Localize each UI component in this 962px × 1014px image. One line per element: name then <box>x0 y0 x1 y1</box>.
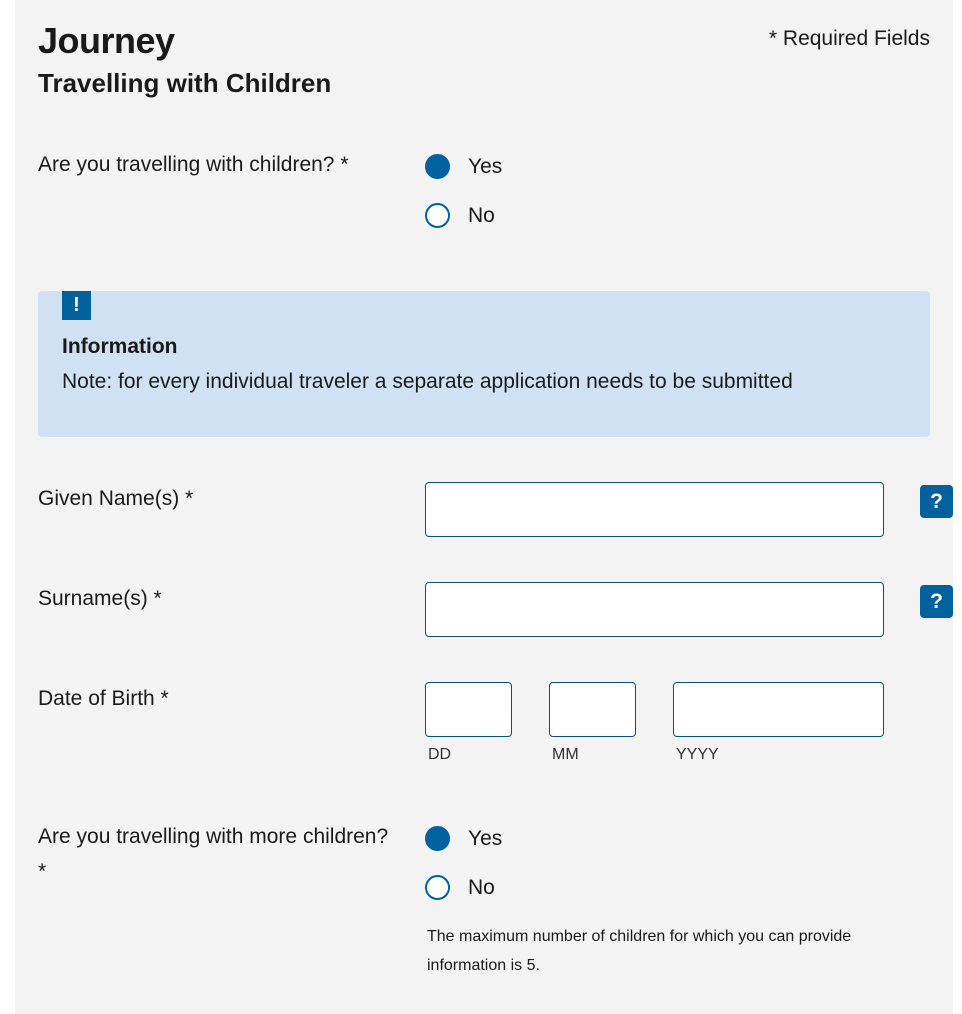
children-question-label: Are you travelling with children? * <box>38 153 349 176</box>
given-name-help-button[interactable]: ? <box>920 485 953 518</box>
date-of-birth-label: Date of Birth * <box>38 687 169 710</box>
dob-month-input[interactable] <box>549 682 636 737</box>
dob-year-hint: YYYY <box>676 746 719 763</box>
surname-input[interactable] <box>425 582 884 637</box>
dob-day-hint: DD <box>428 746 452 763</box>
children-no-radio[interactable] <box>425 203 450 228</box>
children-no-label[interactable]: No <box>468 203 495 227</box>
dob-month-hint: MM <box>552 746 579 763</box>
page-subtitle: Travelling with Children <box>38 68 332 98</box>
children-yes-radio[interactable] <box>425 154 450 179</box>
given-name-label: Given Name(s) * <box>38 487 194 510</box>
information-text: Note: for every individual traveler a separate application needs to be submitted <box>62 370 793 393</box>
exclamation-icon: ! <box>62 291 91 320</box>
given-name-input[interactable] <box>425 482 884 537</box>
information-heading: Information <box>62 335 178 358</box>
max-children-note: The maximum number of children for which you can provide information is 5. <box>427 928 852 974</box>
children-yes-label[interactable]: Yes <box>468 154 503 178</box>
more-children-yes-radio[interactable] <box>425 826 450 851</box>
more-children-question-label: Are you travelling with more children? <box>38 825 389 848</box>
more-children-no-option[interactable] <box>425 875 495 900</box>
more-children-no-label[interactable]: No <box>468 875 495 899</box>
required-fields-note: * Required Fields <box>768 27 930 50</box>
information-box <box>38 291 930 437</box>
surname-help-button[interactable]: ? <box>920 585 953 618</box>
more-children-required-mark: * <box>38 860 47 883</box>
more-children-no-radio[interactable] <box>425 875 450 900</box>
dob-year-input[interactable] <box>673 682 884 737</box>
more-children-yes-option[interactable] <box>425 826 502 851</box>
children-yes-option[interactable] <box>425 154 502 179</box>
children-no-option[interactable] <box>425 203 495 228</box>
page-title: Journey <box>38 20 175 61</box>
dob-day-input[interactable] <box>425 682 512 737</box>
more-children-yes-label[interactable]: Yes <box>468 826 503 850</box>
surname-label: Surname(s) * <box>38 587 162 610</box>
